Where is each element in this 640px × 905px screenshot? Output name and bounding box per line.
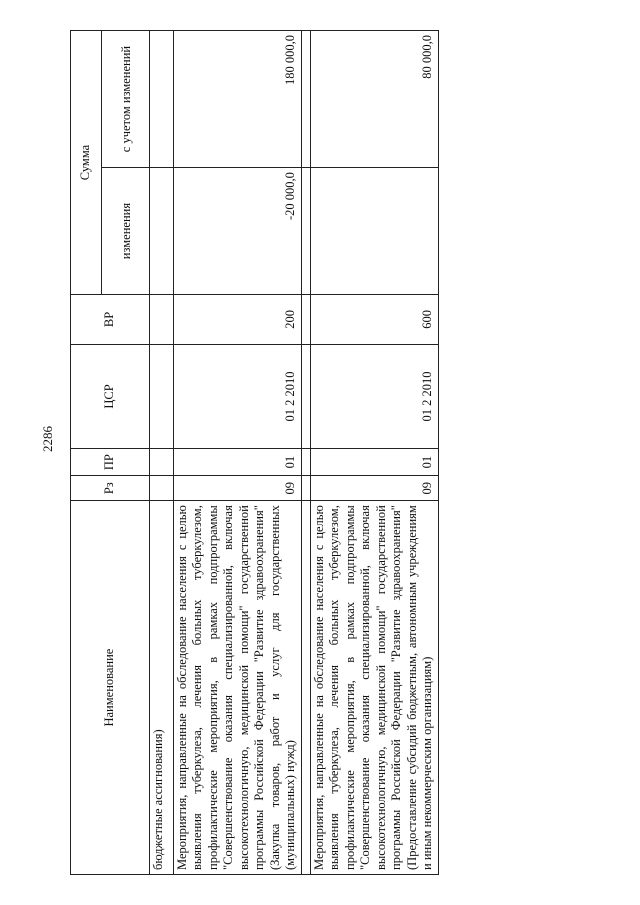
header-change: изменения [102, 168, 150, 295]
table-row [310, 31, 438, 875]
row-name: Мероприятия, направленные на обследование населения с целью выявления туберкулеза, лечения больных туберкулезом, профилактические мероприятия, в рамках подпрограммы "Совершенствование оказания специализированной, включая высокотехнологичную, медицинской помощи" государственной программы Российской Федерации "Развитие здравоохранения" (Закупка товаров, работ и услуг для государственных (муниципальных) нужд) [173, 501, 301, 875]
row-csr: 01 2 2010 [173, 344, 301, 448]
header-rz: Рз [71, 476, 150, 501]
header-with-changes: с учетом изменений [102, 31, 150, 168]
row-vr: 600 [310, 294, 438, 344]
header-pr: ПР [71, 449, 150, 476]
page-number: 2286 [40, 426, 55, 452]
row-name: Мероприятия, направленные на обследование населения с целью выявления туберкулеза, лечения больных туберкулезом, профилактические мероприятия, в рамках подпрограммы "Совершенствование оказания специализированной, включая высокотехнологичную, медицинской помощи" государственной программы Российской Федерации "Развитие здравоохранения" (Предоставление субсидий бюджетным, автономным учреждениям и иным некоммерческим организациям) [310, 501, 438, 875]
row-vr: 200 [173, 294, 301, 344]
header-vr: ВР [71, 294, 150, 344]
row-pr: 01 [173, 449, 301, 476]
row-pr: 01 [310, 449, 438, 476]
table-row [173, 31, 301, 875]
row-csr: 01 2 2010 [310, 344, 438, 448]
row-with-changes: 180 000,0 [173, 31, 301, 168]
carryover-text: бюджетные ассигнования) [150, 501, 174, 875]
row-change [310, 168, 438, 295]
header-sum: Сумма [71, 31, 102, 295]
budget-table [70, 30, 439, 875]
carryover-row [150, 31, 174, 875]
row-with-changes: 80 000,0 [310, 31, 438, 168]
row-rz: 09 [310, 476, 438, 501]
header-name: Наименование [71, 501, 150, 875]
row-change: -20 000,0 [173, 168, 301, 295]
budget-table-wrap [70, 30, 439, 875]
header-csr: ЦСР [71, 344, 150, 448]
row-rz: 09 [173, 476, 301, 501]
